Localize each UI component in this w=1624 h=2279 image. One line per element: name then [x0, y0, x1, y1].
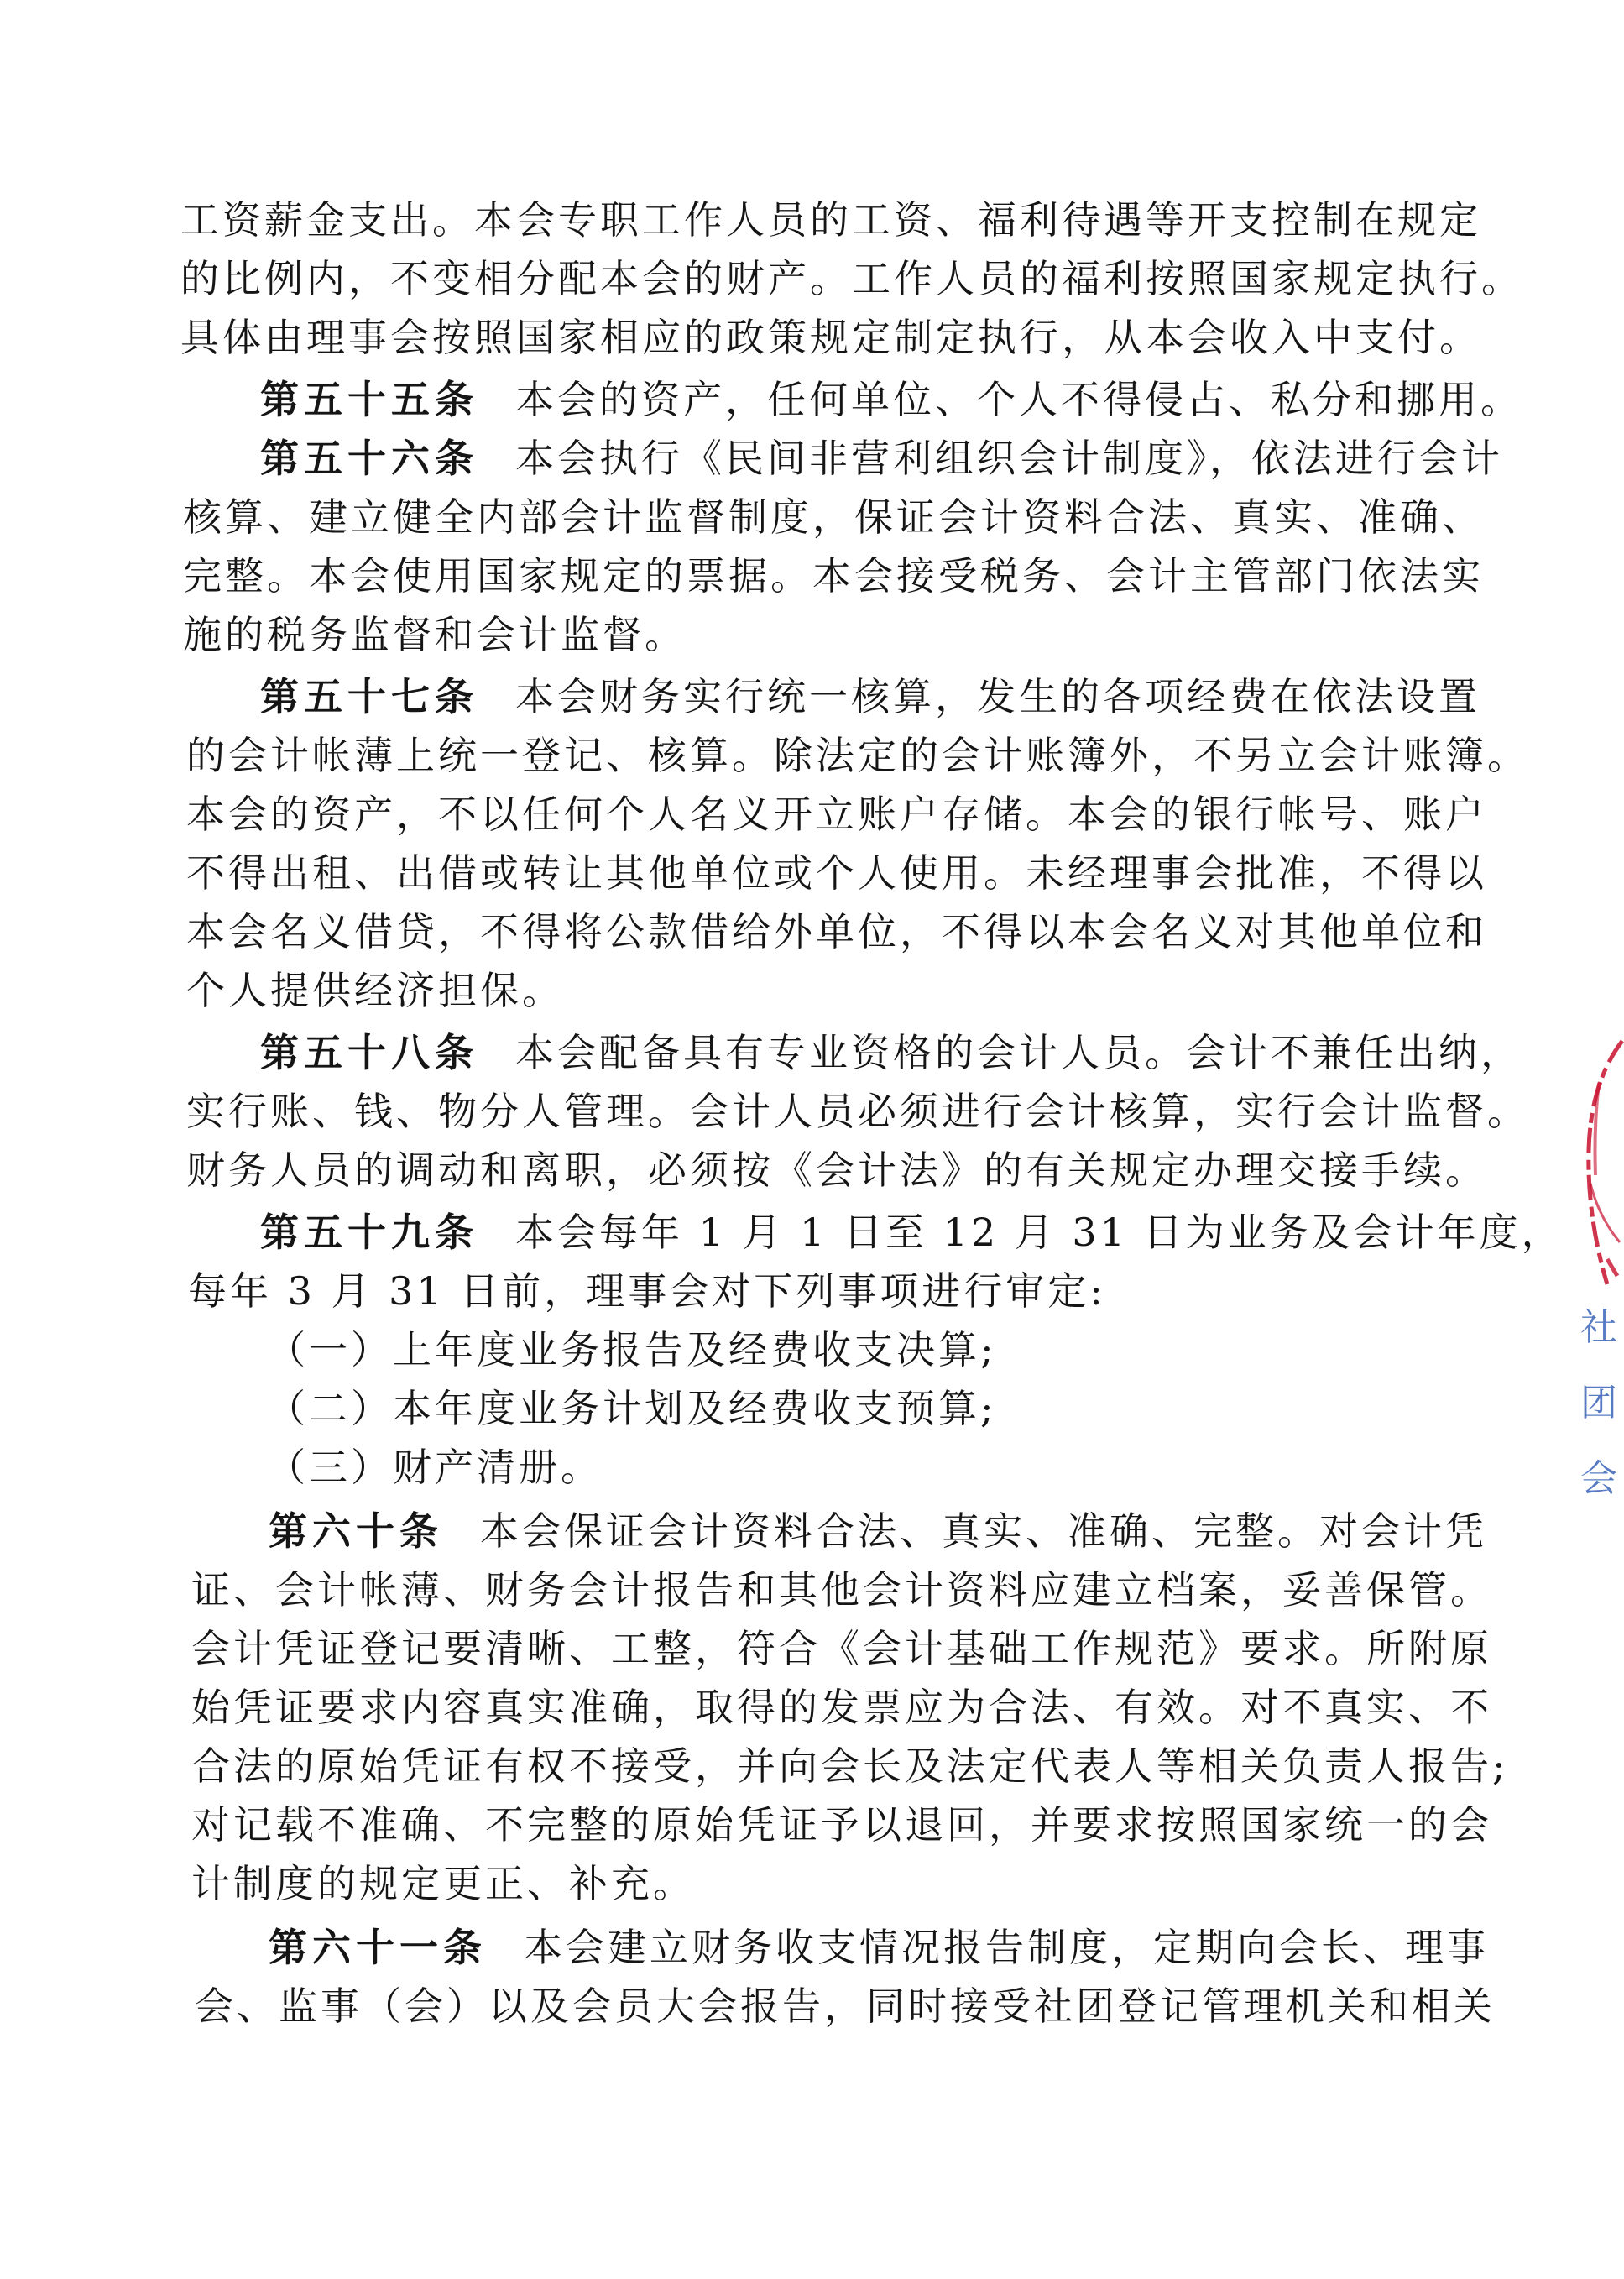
article-number: 第六十一条 — [269, 1925, 487, 1970]
article-text: 本会执行《民间非营利组织会计制度》，依法进行会计 — [515, 436, 1503, 481]
paragraph-line: （一）上年度业务报告及经费收支决算; — [267, 1327, 997, 1372]
seal-character: 社 — [1580, 1306, 1617, 1349]
paragraph-line — [260, 1027, 1522, 1078]
paragraph-line: 始凭证要求内容真实准确，取得的发票应为合法、有效。对不真实、不 — [191, 1685, 1492, 1730]
paragraph-line: 本会的资产，不以任何个人名义开立账户存储。本会的银行帐号、账户 — [186, 792, 1487, 837]
paragraph-line: 施的税务监督和会计监督。 — [183, 612, 687, 657]
article-number: 第五十九条 — [260, 1210, 478, 1255]
article-text: 本会建立财务收支情况报告制度，定期向会长、理事 — [524, 1925, 1489, 1970]
paragraph-line: 的会计帐薄上统一登记、核算。除法定的会计账簿外，不另立会计账簿。 — [186, 733, 1529, 778]
paragraph-line: 会计凭证登记要清晰、工整，符合《会计基础工作规范》要求。所附原 — [191, 1626, 1492, 1671]
paragraph-line: （二）本年度业务计划及经费收支预算; — [267, 1386, 997, 1431]
paragraph-line: 不得出租、出借或转让其他单位或个人使用。未经理事会批准，不得以 — [186, 850, 1487, 896]
seal-character: 团 — [1580, 1382, 1617, 1424]
paragraph-line: 对记载不准确、不完整的原始凭证予以退回，并要求按照国家统一的会 — [191, 1802, 1492, 1848]
paragraph-line: 个人提供经济担保。 — [186, 968, 564, 1013]
paragraph-line: 合法的原始凭证有权不接受，并向会长及法定代表人等相关负责人报告; — [191, 1743, 1509, 1789]
paragraph-line: 每年 3 月 31 日前，理事会对下列事项进行审定: — [188, 1268, 1106, 1314]
paragraph-line: （三）财产清册。 — [267, 1445, 603, 1490]
seal-character: 会 — [1580, 1457, 1617, 1500]
article-number: 第五十八条 — [260, 1030, 478, 1075]
paragraph-line — [269, 1922, 1489, 1973]
paragraph-line: 财务人员的调动和离职，必须按《会计法》的有关规定办理交接手续。 — [186, 1147, 1487, 1193]
paragraph-line: 计制度的规定更正、补充。 — [191, 1861, 695, 1906]
paragraph-line — [260, 1207, 1564, 1257]
paragraph-line — [260, 672, 1480, 722]
paragraph-line: 会、监事（会）以及会员大会报告，同时接受社团登记管理机关和相关 — [195, 1984, 1496, 2029]
article-text: 本会保证会计资料合法、真实、准确、完整。对会计凭 — [480, 1508, 1487, 1554]
article-text: 本会的资产，任何单位、个人不得侵占、私分和挪用。 — [515, 377, 1522, 422]
article-text: 本会每年 1 月 1 日至 12 月 31 日为业务及会计年度， — [515, 1210, 1564, 1255]
paragraph-line: 完整。本会使用国家规定的票据。本会接受税务、会计主管部门依法实 — [183, 553, 1484, 598]
paragraph-line: 核算、建立健全内部会计监督制度，保证会计资料合法、真实、准确、 — [183, 494, 1484, 540]
paragraph-line — [260, 374, 1522, 425]
paragraph-line: 证、会计帐薄、财务会计报告和其他会计资料应建立档案，妥善保管。 — [191, 1567, 1492, 1613]
article-text: 本会配备具有专业资格的会计人员。会计不兼任出纳， — [515, 1030, 1522, 1075]
article-number: 第五十五条 — [260, 377, 478, 422]
paragraph-line: 具体由理事会按照国家相应的政策规定制定执行，从本会收入中支付。 — [180, 315, 1481, 360]
article-number: 第五十七条 — [260, 674, 478, 719]
paragraph-line — [269, 1506, 1487, 1556]
article-number: 第六十条 — [269, 1508, 443, 1554]
official-seal — [1574, 1032, 1617, 1536]
article-text: 本会财务实行统一核算，发生的各项经费在依法设置 — [515, 674, 1480, 719]
paragraph-line: 实行账、钱、物分人管理。会计人员必须进行会计核算，实行会计监督。 — [186, 1089, 1529, 1134]
paragraph-line: 本会名义借贷，不得将公款借给外单位，不得以本会名义对其他单位和 — [186, 909, 1487, 954]
paragraph-line: 工资薪金支出。本会专职工作人员的工资、福利待遇等开支控制在规定 — [180, 197, 1481, 243]
paragraph-line: 的比例内，不变相分配本会的财产。工作人员的福利按照国家规定执行。 — [180, 256, 1523, 301]
article-number: 第五十六条 — [260, 436, 478, 481]
paragraph-line — [260, 433, 1503, 484]
